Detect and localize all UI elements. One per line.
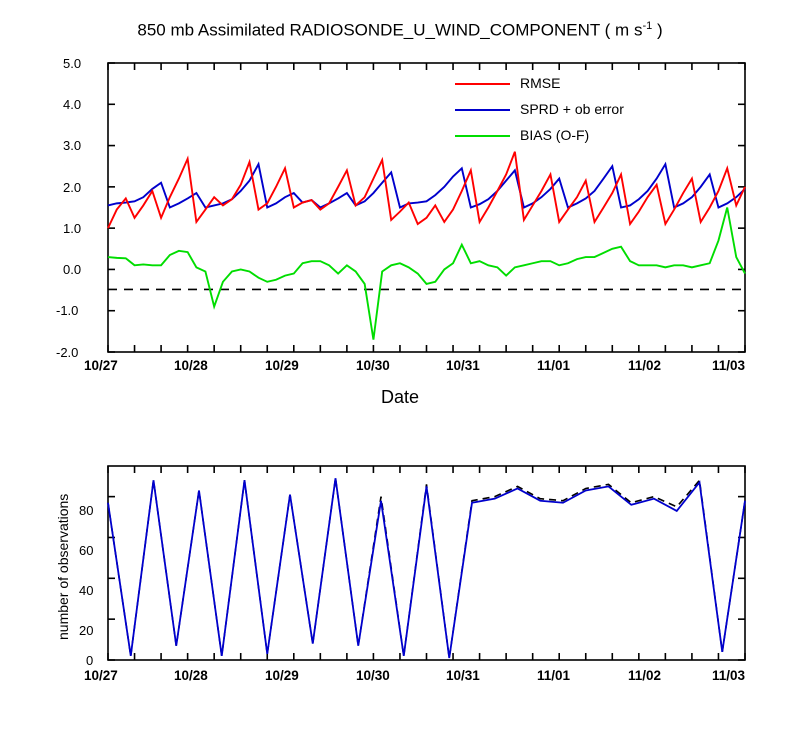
bottom-xtick-label-6: 11/02 — [628, 668, 662, 683]
chart-title-exponent: -1 — [642, 20, 653, 32]
legend-label-sprd: SPRD + ob error — [520, 101, 624, 117]
bottom-panel-frame — [108, 466, 745, 660]
bottom-ytick-label-0: 80 — [79, 503, 94, 518]
bottom-ytick-label-1: 60 — [79, 543, 94, 558]
top-ytick-label-1: 4.0 — [63, 97, 82, 112]
top-xtick-label-0: 10/27 — [84, 358, 118, 373]
bottom-ytick-label-3: 20 — [79, 623, 94, 638]
top-ytick-label-5: 0.0 — [63, 262, 82, 277]
top-xtick-label-3: 10/30 — [356, 358, 390, 373]
top-panel-xlabel: Date — [380, 387, 420, 407]
top-xtick-label-5: 11/01 — [537, 358, 571, 373]
top-ytick-label-0: 5.0 — [63, 56, 82, 71]
bottom-xtick-label-1: 10/28 — [174, 668, 208, 683]
top-xtick-label-7: 11/03 — [712, 358, 746, 373]
top-xtick-label-6: 11/02 — [628, 358, 662, 373]
legend-label-rmse: RMSE — [520, 75, 561, 91]
top-ytick-label-7: -2.0 — [56, 345, 79, 360]
bottom-xtick-label-5: 11/01 — [537, 668, 571, 683]
bottom-ytick-label-4: 0 — [86, 653, 94, 668]
bottom-xtick-label-0: 10/27 — [84, 668, 118, 683]
bottom-ytick-label-2: 40 — [79, 583, 94, 598]
top-ytick-label-3: 2.0 — [63, 180, 82, 195]
top-ytick-label-2: 3.0 — [63, 138, 82, 153]
chart-title-main: 850 mb Assimilated RADIOSONDE_U_WIND_COMPONENT ( m s — [137, 20, 643, 40]
top-xtick-label-2: 10/29 — [265, 358, 299, 373]
series-used-line — [108, 478, 745, 658]
top-xtick-label-1: 10/28 — [174, 358, 208, 373]
bottom-xtick-label-3: 10/30 — [356, 668, 390, 683]
bottom-xtick-label-7: 11/03 — [712, 668, 746, 683]
bottom-xtick-label-4: 10/31 — [446, 668, 480, 683]
bottom-xtick-label-2: 10/29 — [265, 668, 299, 683]
top-xtick-label-4: 10/31 — [446, 358, 480, 373]
bottom-panel-ylabel: number of observations — [55, 493, 71, 640]
top-ytick-label-4: 1.0 — [63, 221, 82, 236]
legend-label-bias: BIAS (O-F) — [520, 127, 590, 143]
series-possible-line — [108, 478, 745, 658]
top-ytick-label-6: -1.0 — [56, 303, 79, 318]
bottom-panel-xticks — [108, 466, 745, 660]
chart-title-close: ) — [652, 20, 663, 40]
